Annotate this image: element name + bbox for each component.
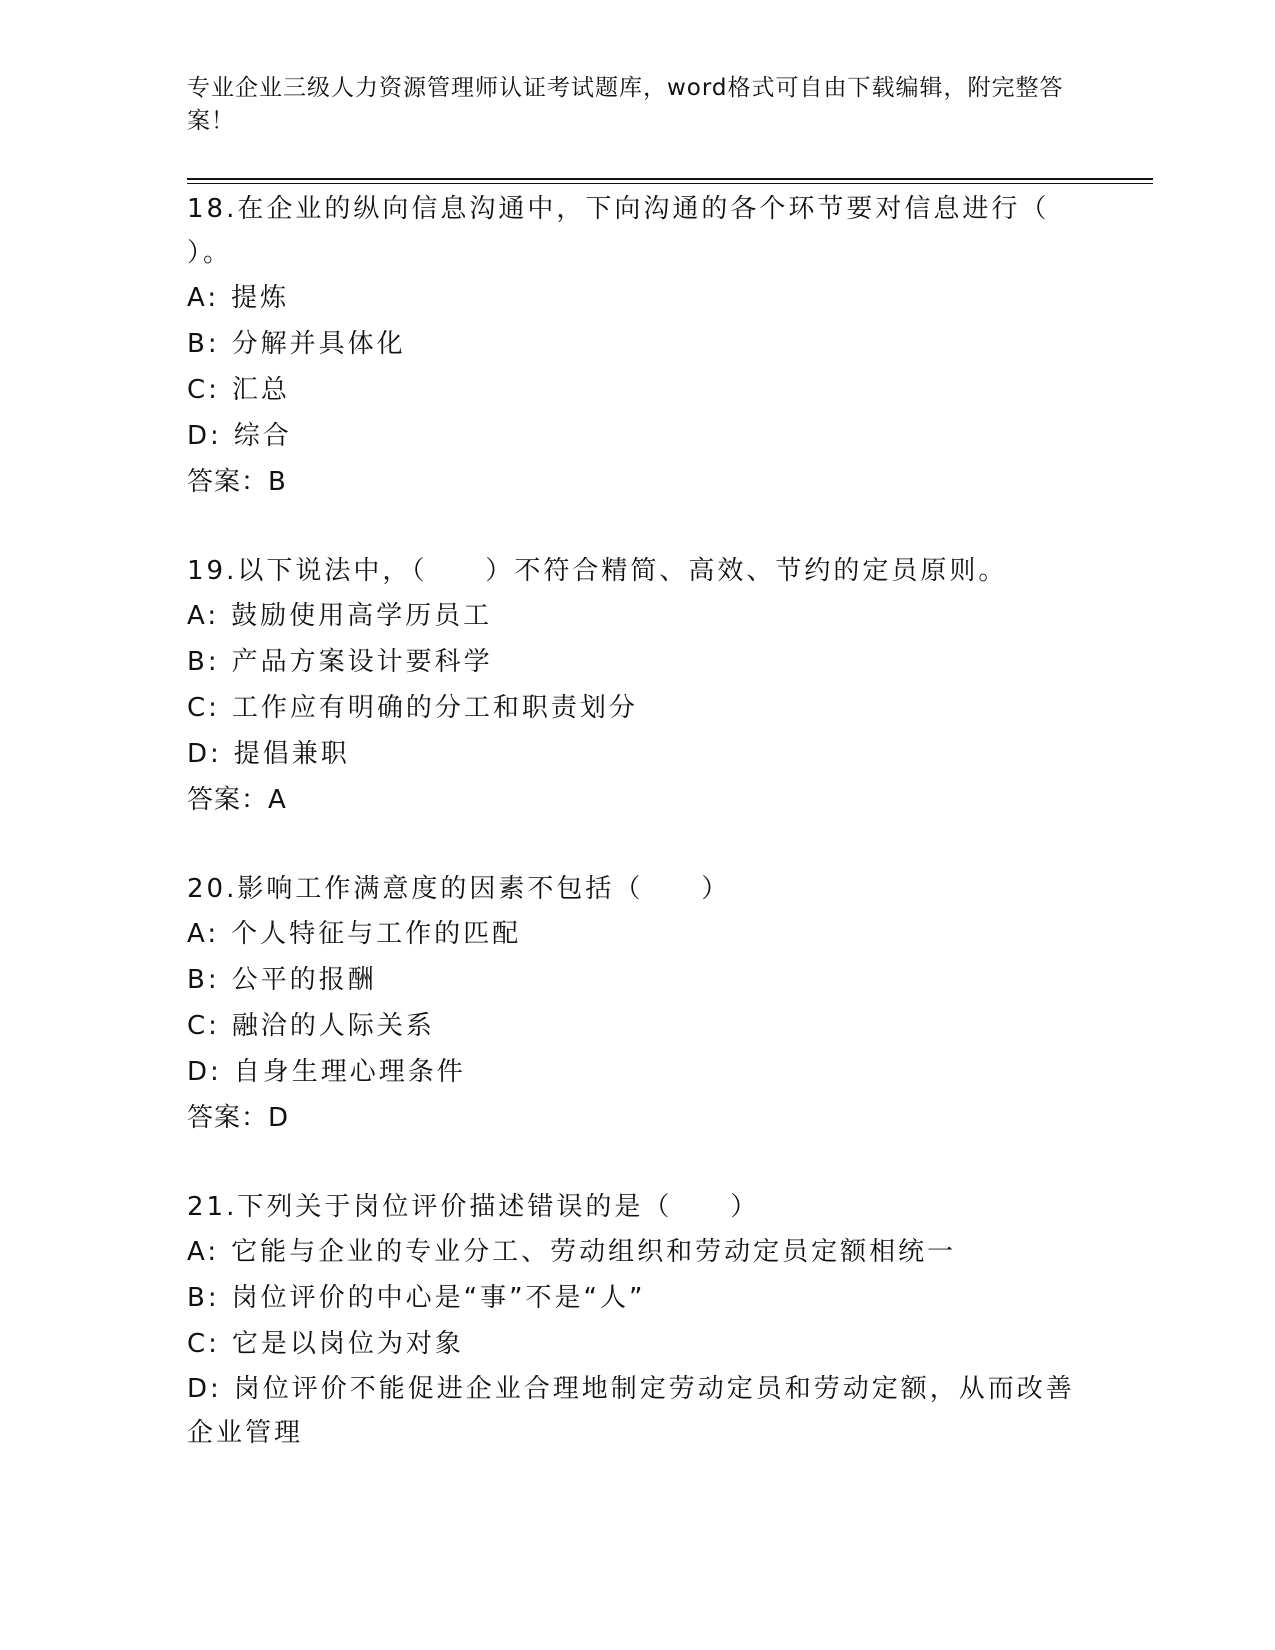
answer-line	[187, 1095, 1087, 1141]
question-stem: 20.影响工作满意度的因素不包括（ ）	[187, 874, 731, 904]
option-c	[187, 1003, 1087, 1049]
answer-label: 答案：	[187, 785, 269, 815]
option-a	[187, 911, 1087, 957]
answer-line	[187, 459, 1087, 505]
option-c	[187, 367, 1087, 413]
option-d	[187, 1367, 1087, 1455]
option-key: A:	[187, 283, 220, 313]
option-d	[187, 731, 1087, 777]
option-text: 鼓励使用高学历员工	[231, 601, 493, 631]
question-stem: 18.在企业的纵向信息沟通中，下向沟通的各个环节要对信息进行（ ）。	[187, 194, 1050, 268]
answer-value: A	[268, 785, 287, 815]
question-21	[187, 1185, 1087, 1455]
question-list	[187, 187, 1087, 1455]
option-text: 个人特征与工作的匹配	[231, 919, 522, 949]
option-key: D:	[187, 739, 222, 769]
option-c	[187, 1321, 1087, 1367]
option-text: 分解并具体化	[231, 329, 406, 359]
option-a	[187, 1229, 1087, 1275]
option-b	[187, 1275, 1087, 1321]
option-key: B:	[187, 965, 220, 995]
question-stem: 21.下列关于岗位评价描述错误的是（ ）	[187, 1192, 760, 1222]
option-text: 提倡兼职	[233, 739, 350, 769]
option-text: 提炼	[231, 283, 290, 313]
answer-label: 答案：	[187, 1103, 269, 1133]
option-d	[187, 413, 1087, 459]
option-text: 公平的报酬	[231, 965, 377, 995]
question-18	[187, 187, 1087, 505]
option-c	[187, 685, 1087, 731]
question-20	[187, 867, 1087, 1141]
option-key: C:	[187, 693, 220, 723]
option-text: 融洽的人际关系	[231, 1011, 435, 1041]
option-text: 它是以岗位为对象	[231, 1329, 464, 1359]
question-19	[187, 549, 1087, 823]
option-key: C:	[187, 375, 220, 405]
option-key: B:	[187, 1283, 220, 1313]
document-header: 专业企业三级人力资源管理师认证考试题库，word格式可自由下载编辑，附完整答案！	[187, 75, 1064, 134]
option-key: A:	[187, 601, 220, 631]
option-text: 岗位评价不能促进企业合理地制定劳动定员和劳动定额，从而改善企业管理	[187, 1374, 1075, 1448]
option-b	[187, 957, 1087, 1003]
option-key: B:	[187, 647, 220, 677]
option-key: B:	[187, 329, 220, 359]
option-a	[187, 275, 1087, 321]
header-divider-thick	[187, 178, 1153, 180]
option-text: 综合	[233, 421, 292, 451]
header-divider-thin	[187, 183, 1153, 184]
answer-value: D	[268, 1103, 290, 1133]
option-key: A:	[187, 1237, 220, 1267]
option-b	[187, 639, 1087, 685]
option-text: 工作应有明确的分工和职责划分	[231, 693, 638, 723]
answer-value: B	[268, 467, 287, 497]
answer-line	[187, 777, 1087, 823]
option-text: 汇总	[231, 375, 290, 405]
question-stem: 19.以下说法中，（ ）不符合精简、高效、节约的定员原则。	[187, 556, 1008, 586]
option-text: 自身生理心理条件	[233, 1057, 466, 1087]
option-key: A:	[187, 919, 220, 949]
option-key: C:	[187, 1011, 220, 1041]
option-key: D:	[187, 1057, 222, 1087]
option-key: D:	[187, 421, 222, 451]
option-d	[187, 1049, 1087, 1095]
option-key: D:	[187, 1374, 222, 1404]
option-a	[187, 593, 1087, 639]
option-text: 产品方案设计要科学	[231, 647, 493, 677]
option-key: C:	[187, 1329, 220, 1359]
option-b	[187, 321, 1087, 367]
option-text: 岗位评价的中心是“事”不是“人”	[231, 1283, 646, 1313]
answer-label: 答案：	[187, 467, 269, 497]
option-text: 它能与企业的专业分工、劳动组织和劳动定员定额相统一	[231, 1237, 957, 1267]
